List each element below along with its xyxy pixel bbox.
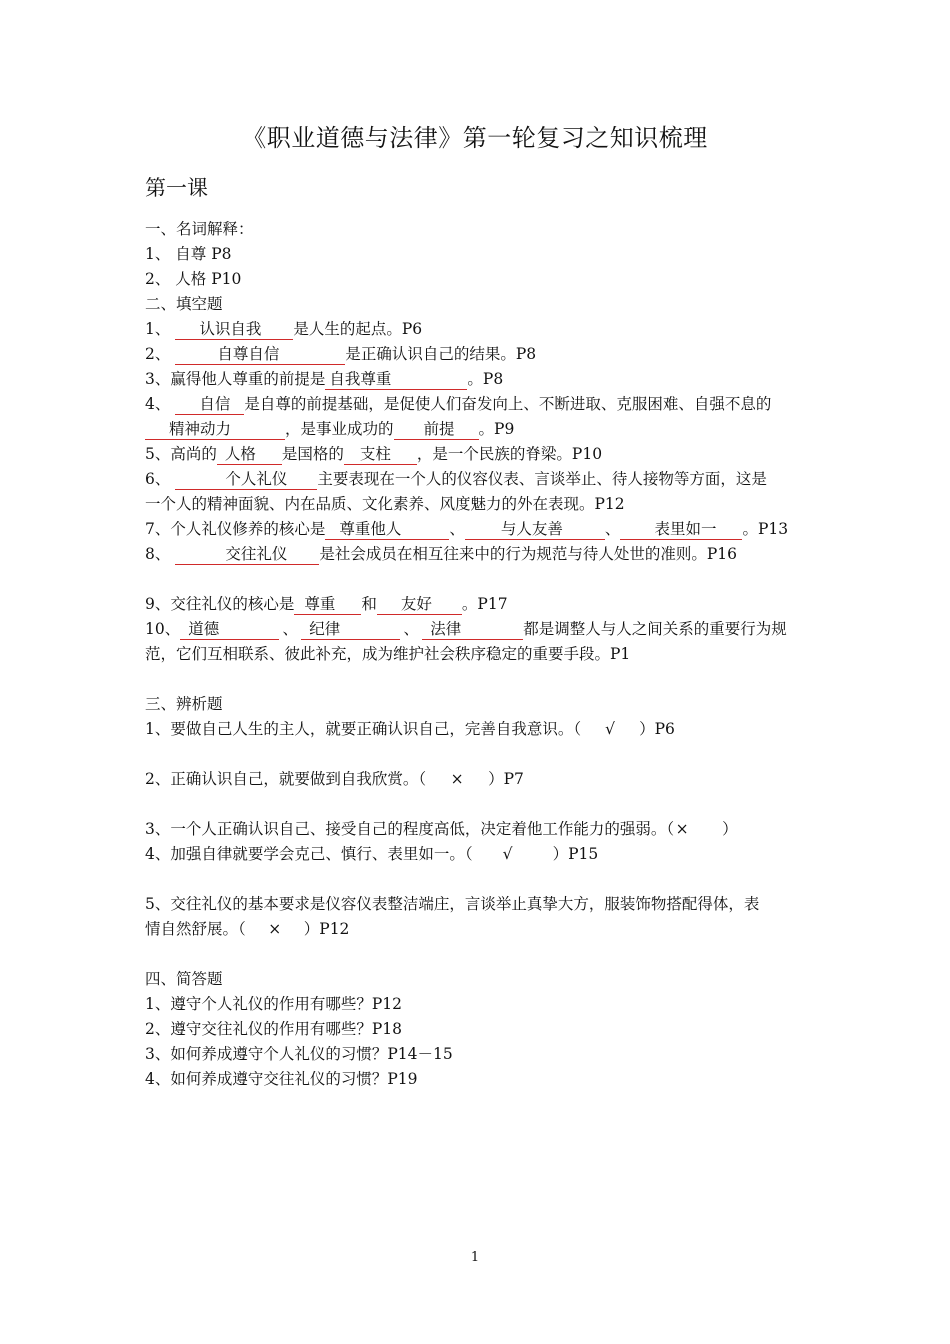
answer-blank: 法律 (422, 620, 523, 640)
question-text: 是人生的起点。P6 (293, 320, 423, 338)
list-item: 3、如何养成遵守个人礼仪的习惯？P14－15 (145, 1045, 453, 1063)
list-item: 2、遵守交往礼仪的作用有哪些？P18 (145, 1020, 403, 1038)
answer-blank: 人格 (217, 445, 282, 465)
fill-question (145, 342, 810, 367)
question-prefix: 6、 (145, 470, 171, 488)
answer-blank: 自信 (175, 395, 244, 415)
fill-question (145, 442, 810, 467)
check-mark: √ (502, 845, 513, 863)
section-heading: 二、填空题 (145, 295, 223, 313)
cross-mark: × (450, 770, 464, 788)
answer-blank: 自尊自信 (175, 345, 345, 365)
question-text: ，是一个民族的脊梁。P10 (416, 445, 603, 463)
answer-blank: 自我尊重 (325, 370, 467, 390)
fill-question (145, 592, 810, 617)
question-text: 1、要做自己人生的主人，就要正确认识自己，完善自我意识。（ (145, 720, 582, 738)
list-item: 2、 人格 P10 (145, 270, 242, 288)
answer-blank: 纪律 (301, 620, 400, 640)
list-item: 4、如何养成遵守交往礼仪的习惯？P19 (145, 1070, 418, 1088)
answer-blank: 友好 (377, 595, 462, 615)
content (145, 217, 810, 1092)
question-text: 都是调整人与人之间关系的重要行为规 (523, 620, 787, 638)
question-text: 9、交往礼仪的核心是 (145, 595, 295, 613)
fill-question (145, 467, 810, 492)
question-prefix: 8、 (145, 545, 171, 563)
fill-question (145, 367, 810, 392)
check-mark: √ (605, 720, 616, 738)
fill-question-continued: 一个人的精神面貌、内在品质、文化素养、风度魅力的外在表现。P12 (145, 495, 625, 513)
fill-question (145, 392, 810, 417)
section-heading: 四、简答题 (145, 970, 223, 988)
separator: 、 (282, 620, 298, 638)
judge-question: 5、交往礼仪的基本要求是仪容仪表整洁端庄，言谈举止真挚大方，服装饰物搭配得体，表 (145, 895, 760, 913)
fill-question (145, 317, 810, 342)
fill-question-continued: 范，它们互相联系、彼此补充，成为维护社会秩序稳定的重要手段。P1 (145, 645, 631, 663)
question-text: 4、加强自律就要学会克己、慎行、表里如一。（ (145, 845, 473, 863)
section-heading: 三、辨析题 (145, 695, 223, 713)
question-text: 是国格的 (281, 445, 344, 463)
answer-blank: 与人友善 (465, 520, 605, 540)
question-text: 是正确认识自己的结果。P8 (345, 345, 537, 363)
judge-question-continued (145, 917, 810, 942)
question-text: 是社会成员在相互往来中的行为规范与待人处世的准则。P16 (319, 545, 737, 563)
fill-question (145, 542, 810, 567)
question-prefix: 2、 (145, 345, 171, 363)
question-text: ）P6 (639, 720, 675, 738)
fill-question-continued (145, 417, 810, 442)
judge-question (145, 717, 810, 742)
question-text: ）P7 (488, 770, 524, 788)
question-text: 主要表现在一个人的仪容仪表、言谈举止、待人接物等方面，这是 (317, 470, 767, 488)
list-item: 1、 自尊 P8 (145, 245, 232, 263)
question-prefix: 10、 (145, 620, 181, 638)
judge-question (145, 817, 810, 842)
question-text: ，是事业成功的 (285, 420, 394, 438)
question-text: 3、赢得他人尊重的前提是 (145, 370, 326, 388)
answer-blank: 个人礼仪 (175, 470, 317, 490)
question-prefix: 1、 (145, 320, 171, 338)
judge-question (145, 842, 810, 867)
question-text: 2、正确认识自己，就要做到自我欣赏。（ (145, 770, 427, 788)
question-text: ）P15 (552, 845, 599, 863)
separator: 、 (604, 520, 621, 538)
question-prefix: 4、 (145, 395, 171, 413)
answer-blank: 认识自我 (175, 320, 293, 340)
cross-mark: × (268, 920, 282, 938)
question-text: 和 (361, 595, 377, 613)
fill-question (145, 517, 810, 542)
fill-question (145, 617, 810, 642)
answer-blank: 精神动力 (145, 420, 285, 440)
answer-blank: 表里如一 (620, 520, 742, 540)
cross-mark: × (675, 820, 689, 838)
question-text: 7、个人礼仪修养的核心是 (145, 520, 326, 538)
question-text: ） (722, 820, 738, 838)
answer-blank: 道德 (180, 620, 279, 640)
list-item: 1、遵守个人礼仪的作用有哪些？P12 (145, 995, 403, 1013)
question-text: 。P13 (742, 520, 789, 538)
section-heading: 一、名词解释： (145, 220, 254, 238)
answer-blank: 交往礼仪 (175, 545, 319, 565)
lesson-heading: 第一课 (145, 176, 208, 200)
page-number: 1 (470, 1250, 480, 1265)
question-text: 3、一个人正确认识自己、接受自己的程度高低，决定着他工作能力的强弱。（ (145, 820, 675, 838)
separator: 、 (403, 620, 420, 638)
question-text: 。P8 (467, 370, 504, 388)
question-text: 。P17 (461, 595, 508, 613)
answer-blank: 尊重 (294, 595, 361, 615)
question-text: ）P12 (303, 920, 350, 938)
question-text: 情自然舒展。（ (145, 920, 246, 938)
judge-question (145, 767, 810, 792)
question-text: 是自尊的前提基础，是促使人们奋发向上、不断进取、克服困难、自强不息的 (244, 395, 772, 413)
answer-blank: 前提 (394, 420, 479, 440)
answer-blank: 尊重他人 (325, 520, 449, 540)
question-text: 。P9 (478, 420, 515, 438)
question-text: 5、高尚的 (145, 445, 217, 463)
answer-blank: 支柱 (344, 445, 417, 465)
separator: 、 (449, 520, 465, 538)
page-title: 《职业道德与法律》第一轮复习之知识梳理 (242, 124, 708, 152)
